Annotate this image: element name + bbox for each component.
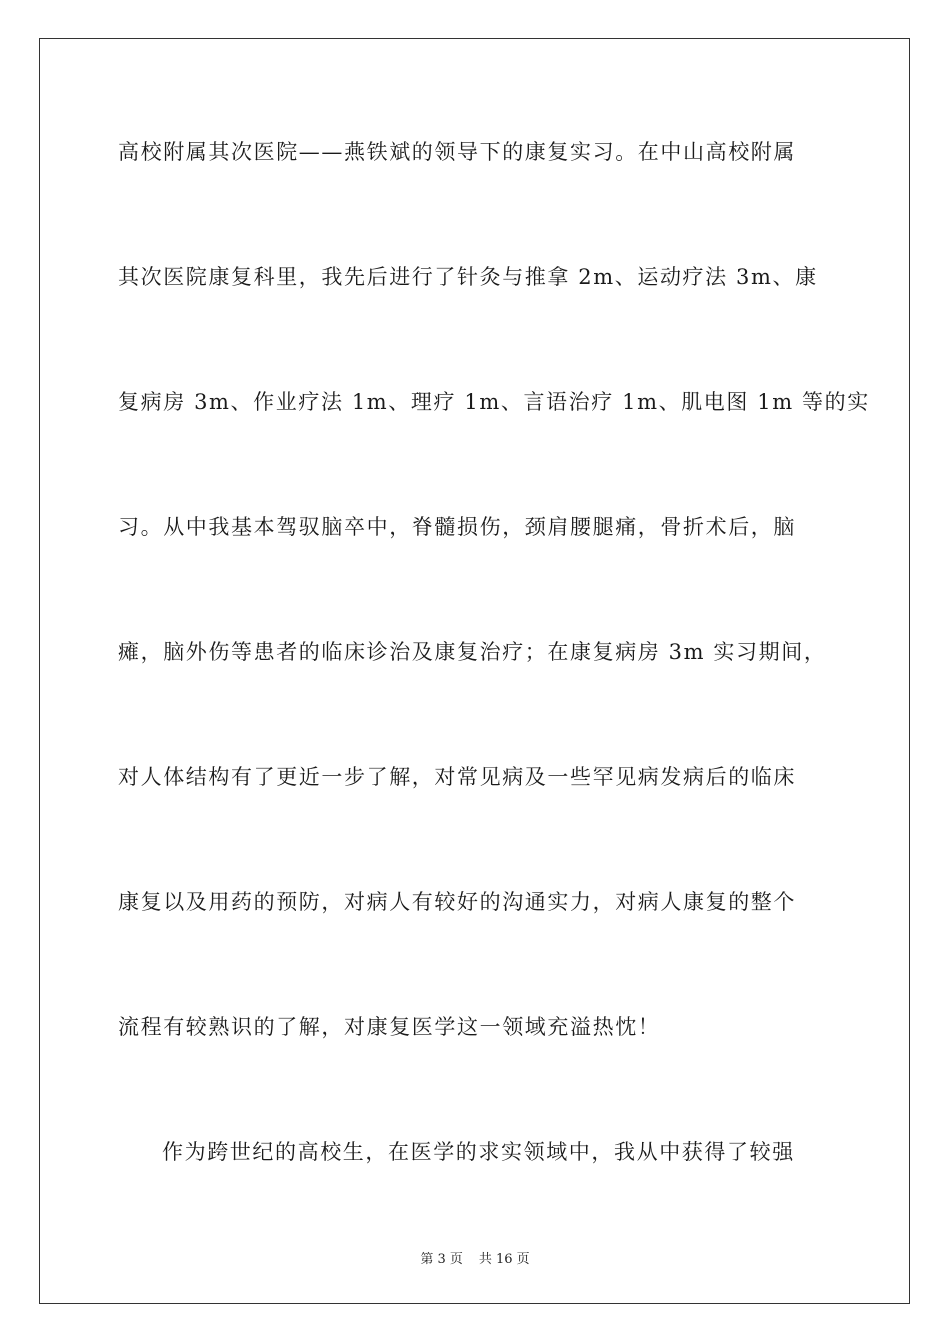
paragraph-line: 其次医院康复科里，我先后进行了针灸与推拿 2m、运动疗法 3m、康 [118,265,818,289]
paragraph-line: 复病房 3m、作业疗法 1m、理疗 1m、言语治疗 1m、肌电图 1m 等的实 [118,390,870,414]
paragraph-line: 对人体结构有了更近一步了解，对常见病及一些罕见病发病后的临床 [118,765,796,789]
page-number: 第 3 页 [420,1252,463,1267]
document-body [118,128,870,1253]
paragraph-line: 作为跨世纪的高校生，在医学的求实领域中，我从中获得了较强 [162,1140,795,1164]
paragraph-line: 康复以及用药的预防，对病人有较好的沟通实力，对病人康复的整个 [118,890,796,914]
total-pages: 共 16 页 [478,1252,530,1267]
paragraph-line: 习。从中我基本驾驭脑卒中，脊髓损伤，颈肩腰腿痛，骨折术后，脑 [118,515,796,539]
page-footer [0,1248,950,1267]
paragraph-line: 瘫，脑外伤等患者的临床诊治及康复治疗；在康复病房 3m 实习期间， [118,640,827,664]
paragraph-line: 流程有较熟识的了解，对康复医学这一领域充溢热忱！ [118,1015,661,1039]
paragraph-line: 高校附属其次医院——燕铁斌的领导下的康复实习。在中山高校附属 [118,140,796,164]
